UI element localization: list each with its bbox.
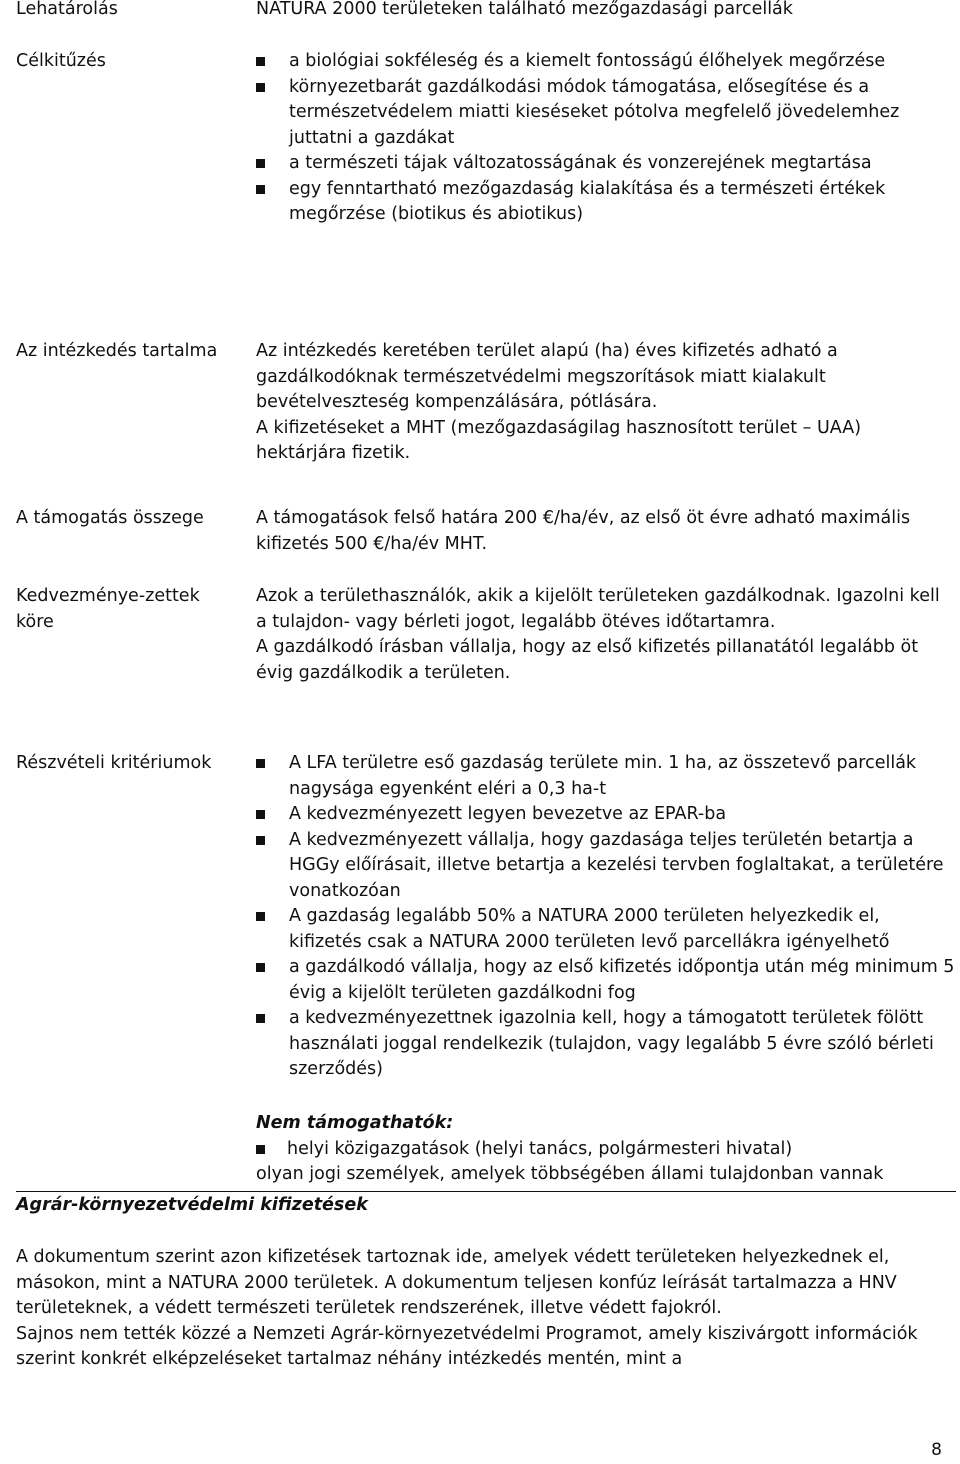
kriteriumok-list <box>256 751 956 1083</box>
celkituzes-item: környezetbarát gazdálkodási módok támogatása, elősegítése és a természetvédelem miatti kieséseket pótolva megfelelő jövedelemhez juttatni a gazdákat <box>256 75 936 152</box>
page-number: 8 <box>931 1440 942 1460</box>
celkituzes-item: a természeti tájak változatosságának és vonzerejének megtartása <box>256 151 936 177</box>
label-kriteriumok: Részvételi kritériumok <box>16 753 212 773</box>
label-kedvezmenyezettek: Kedvezménye-zettek köre <box>16 586 200 632</box>
label-osszege: A támogatás összege <box>16 508 204 528</box>
nem-tamogathatok-list <box>256 1137 956 1163</box>
nem-tamogathatok-item: helyi közigazgatások (helyi tanács, polgármesteri hivatal) <box>256 1137 956 1163</box>
kriteriumok-item: a kedvezményezettnek igazolnia kell, hogy a támogatott területek fölött használati joggal rendelkezik (tulajdon, vagy legalább 5 évre szóló bérleti szerződés) <box>256 1006 956 1083</box>
kriteriumok-item: A kedvezményezett vállalja, hogy gazdasága teljes területén betartja a HGGy előírásait, illetve betartja a kezelési tervben foglaltakat, a területére vonatkozóan <box>256 828 956 905</box>
celkituzes-item: egy fenntartható mezőgazdaság kialakítása és a természeti értékek megőrzése (biotikus és abiotikus) <box>256 177 936 228</box>
kriteriumok-item: A gazdaság legalább 50% a NATURA 2000 területen helyezkedik el, kifizetés csak a NATURA 2000 területen levő parcellákra igényelhető <box>256 904 956 955</box>
label-celkituzes: Célkitűzés <box>16 51 106 71</box>
text-lehatarolas: NATURA 2000 területeken található mezőgazdasági parcellák <box>256 0 793 19</box>
section-body <box>16 1245 936 1373</box>
text-osszege: A támogatások felső határa 200 €/ha/év, az első öt évre adható maximális kifizetés 500 €/ha/év MHT. <box>256 508 911 554</box>
tartalma-para2: A kifizetéseket a MHT (mezőgazdaságilag hasznosított terület – UAA) hektárjára fizetik. <box>256 417 862 463</box>
table-bottom-rule <box>16 1191 956 1192</box>
kriteriumok-item: A kedvezményezett legyen bevezetve az EPAR-ba <box>256 802 956 828</box>
celkituzes-list <box>256 49 936 228</box>
section-para2: Sajnos nem tették közzé a Nemzeti Agrár-környezetvédelmi Programot, amely kiszivárgott információk szerint konkrét elképzeléseket tartalmaz néhány intézkedés mentén, mint a <box>16 1323 918 1369</box>
kriteriumok-item: a gazdálkodó vállalja, hogy az első kifizetés időpontja után még minimum 5 évig a kijelölt területen gazdálkodni fog <box>256 955 956 1006</box>
section-para1: A dokumentum szerint azon kifizetések tartoznak ide, amelyek védett területeken helyezkednek el, másokon, mint a NATURA 2000 területek. A dokumentum teljesen konfúz leírását tartalmazza a HNV területeknek, a védett természeti területek rendszerének, illetve védett fajokról. <box>16 1247 897 1318</box>
kedvezmenyezettek-para1: Azok a területhasználók, akik a kijelölt területeken gazdálkodnak. Igazolni kell a tulajdon- vagy bérleti jogot, legalább ötéves időtartamra. <box>256 586 940 632</box>
section-heading: Agrár-környezetvédelmi kifizetések <box>16 1195 368 1215</box>
label-tartalma: Az intézkedés tartalma <box>16 341 218 361</box>
celkituzes-item: a biológiai sokféleség és a kiemelt fontosságú élőhelyek megőrzése <box>256 49 936 75</box>
section-agrar <box>16 1193 946 1219</box>
tartalma-para1: Az intézkedés keretében terület alapú (ha) éves kifizetés adható a gazdálkodóknak természetvédelmi megszorítások miatt kialakult bevételveszteség kompenzálására, pótlására. <box>256 341 838 412</box>
kedvezmenyezettek-para2: A gazdálkodó írásban vállalja, hogy az első kifizetés pillanatától legalább öt évig gazdálkodik a területen. <box>256 637 919 683</box>
nem-tamogathatok-extra: olyan jogi személyek, amelyek többségében állami tulajdonban vannak <box>256 1164 884 1184</box>
nem-tamogathatok-title: Nem támogathatók: <box>256 1113 454 1133</box>
kriteriumok-item: A LFA területre eső gazdaság területe min. 1 ha, az összetevő parcellák nagysága egyenként eléri a 0,3 ha-t <box>256 751 956 802</box>
label-lehatarolas: Lehatárolás <box>16 0 118 19</box>
